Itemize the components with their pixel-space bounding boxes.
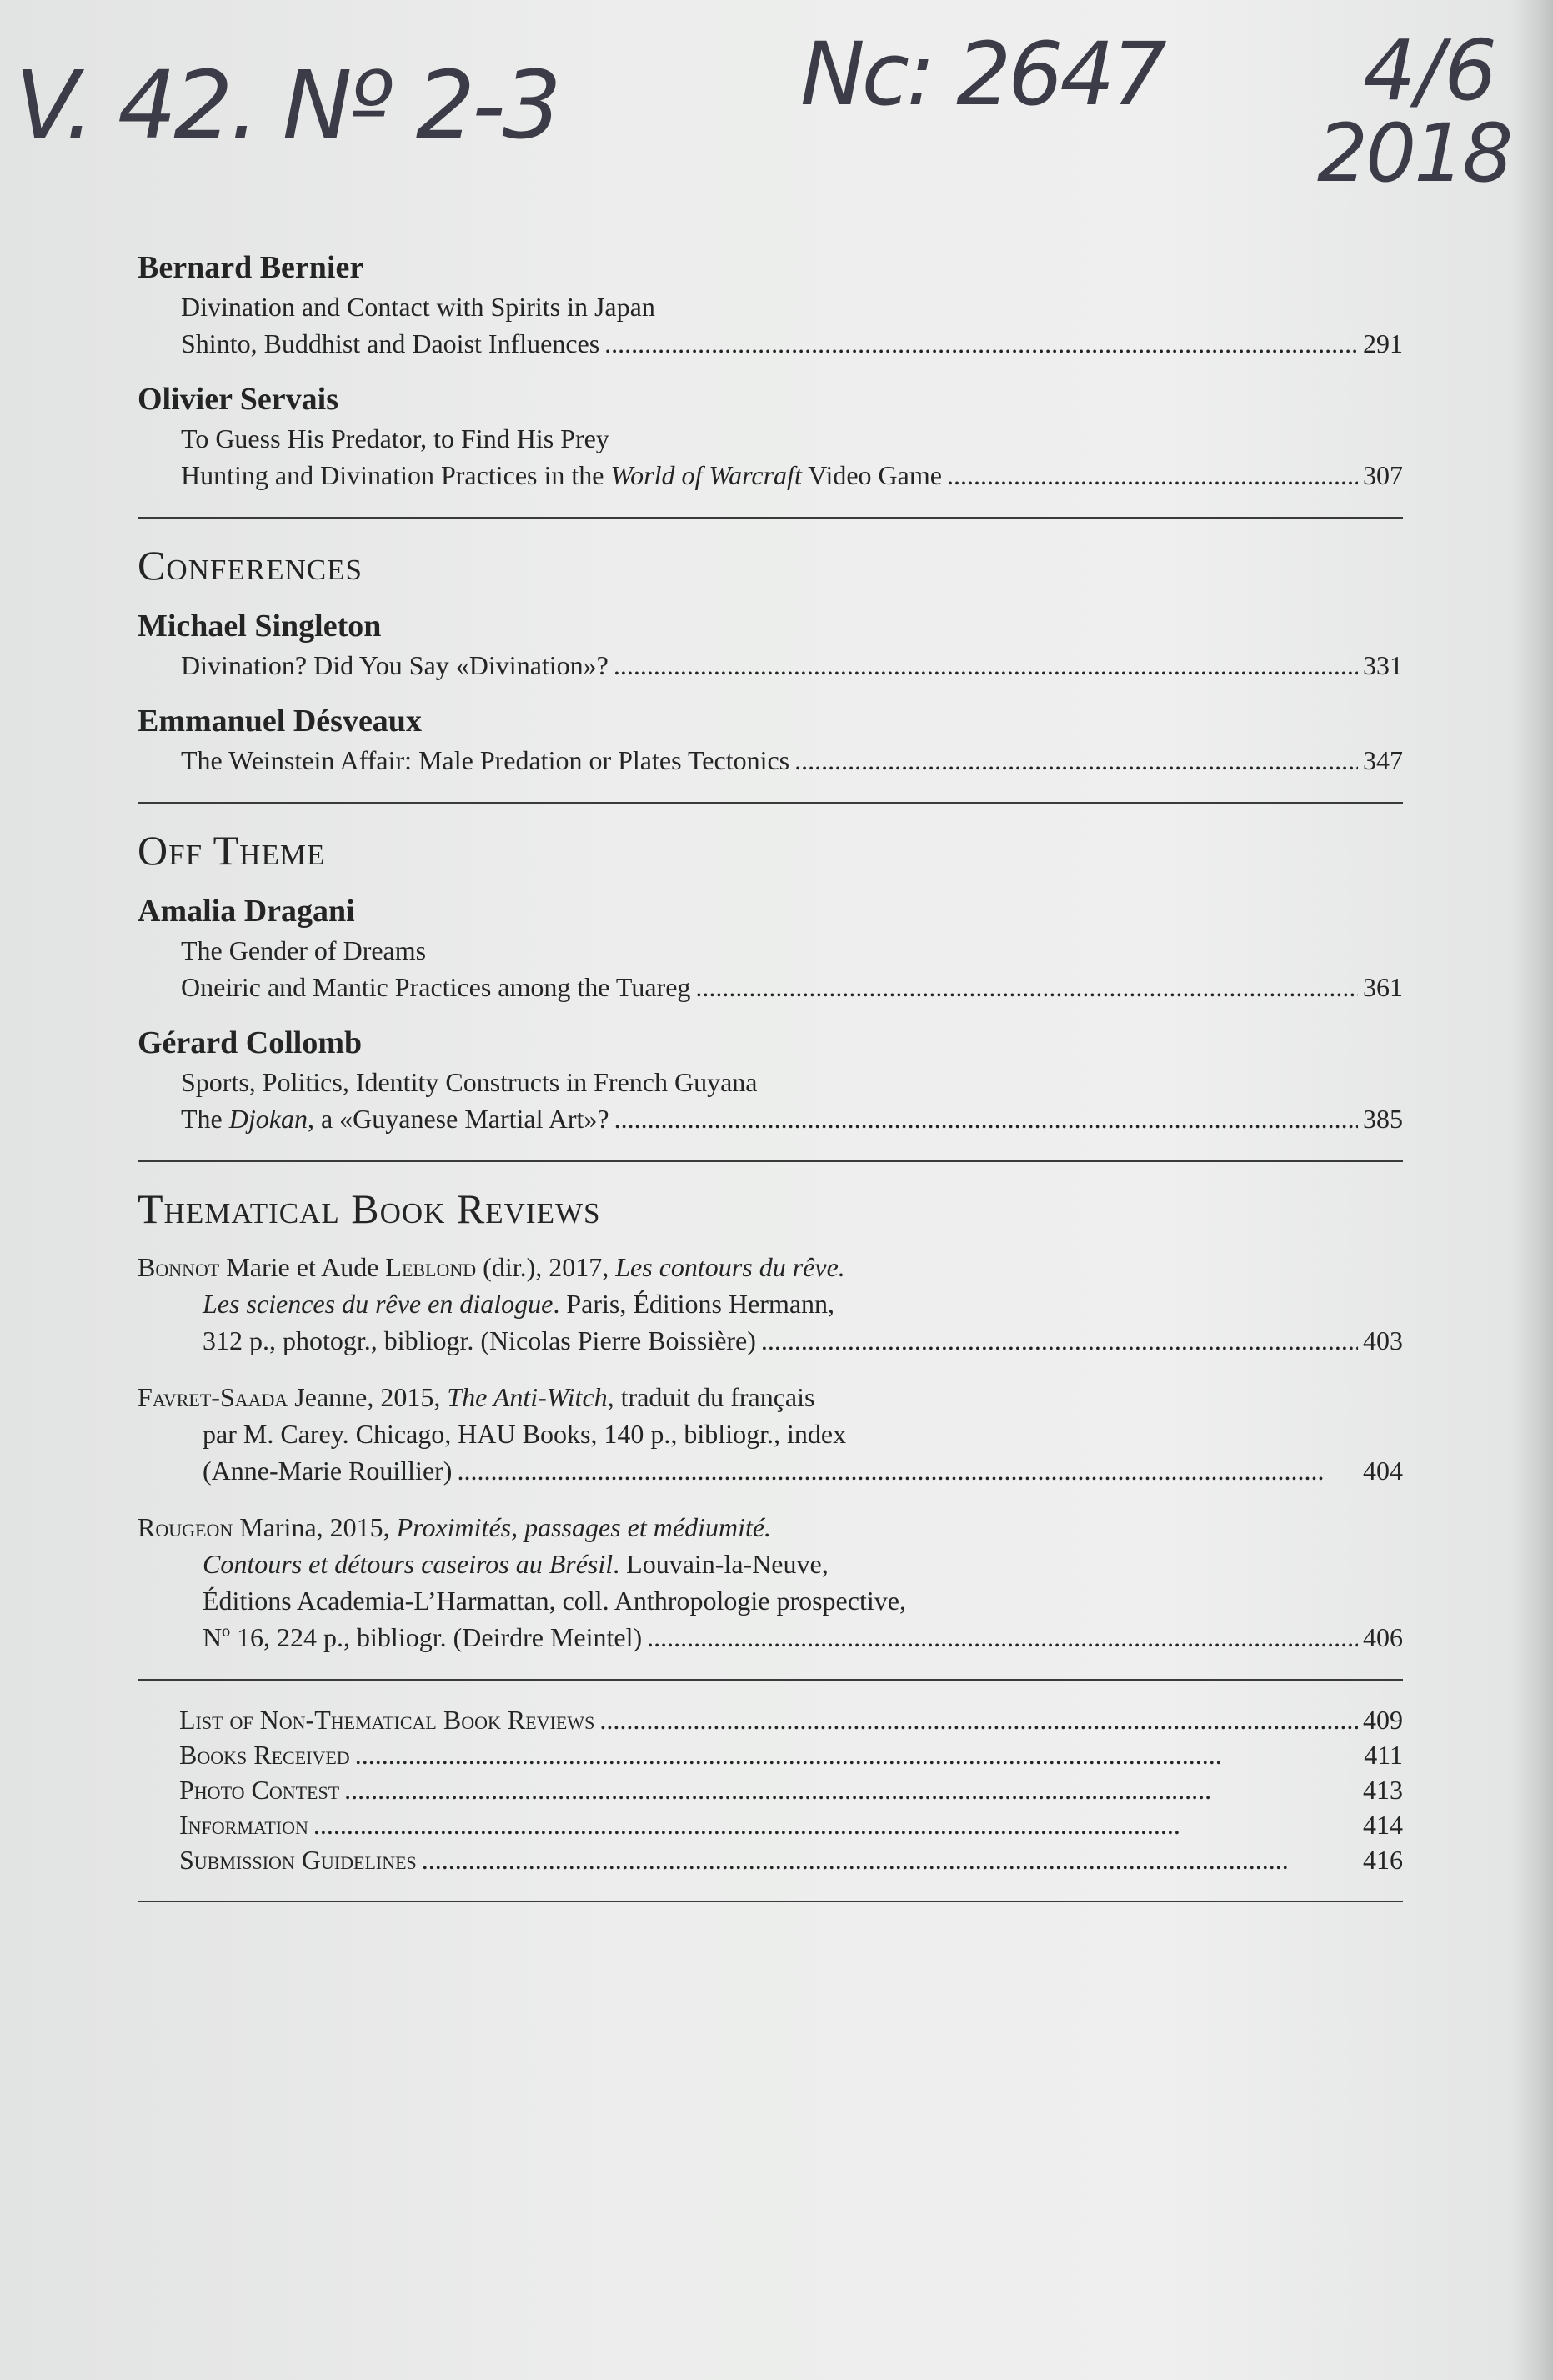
section-heading-conferences: Conferences <box>138 542 363 589</box>
toc-entry <box>138 605 1403 684</box>
book-review-entry <box>138 1379 1403 1489</box>
book-review-entry <box>138 1249 1403 1359</box>
back-matter-item <box>179 1772 1403 1807</box>
review-line: Éditions Academia-L’Harmattan, coll. Anthropologie prospective, <box>203 1586 906 1616</box>
review-text: Nº 16, 224 p., bibliogr. (Deirdre Meintel) <box>203 1622 643 1652</box>
page-number: 416 <box>1363 1845 1403 1875</box>
handwritten-date-day: 4/6 <box>1363 22 1497 119</box>
review-line <box>138 1379 1403 1415</box>
page-number: 414 <box>1363 1810 1403 1840</box>
dot-leader <box>761 1322 1358 1359</box>
section-divider <box>138 1160 1403 1162</box>
review-text: (Anne-Marie Rouillier) <box>203 1456 453 1486</box>
review-line <box>203 1546 1403 1582</box>
subtitle-text: , a «Guyanese Martial Art»? <box>307 1104 609 1134</box>
review-text: . Paris, Éditions Hermann, <box>553 1289 835 1319</box>
dot-leader <box>947 457 1358 494</box>
section-heading-reviews: Thematical Book Reviews <box>138 1185 601 1232</box>
dot-leader <box>313 1807 1358 1842</box>
page-number: 307 <box>1363 460 1403 490</box>
toc-entry <box>138 1022 1403 1137</box>
entry-title: To Guess His Predator, to Find His Prey <box>181 423 609 453</box>
review-text: Marie et Aude <box>219 1252 386 1282</box>
review-line <box>203 1285 1403 1322</box>
review-line: par M. Carey. Chicago, HAU Books, 140 p., bibliogr., index <box>203 1419 847 1449</box>
page-number: 404 <box>1363 1456 1403 1486</box>
entry-title: Divination and Contact with Spirits in Japan <box>181 292 655 322</box>
dot-leader <box>695 969 1358 1005</box>
entry-subtitle <box>181 1100 609 1137</box>
toc-entry <box>138 890 1403 1005</box>
back-matter-item <box>179 1807 1403 1842</box>
subtitle-text: Hunting and Divination Practices in the <box>181 460 611 490</box>
subtitle-text: Video Game <box>801 460 942 490</box>
page-number: 331 <box>1363 650 1403 680</box>
table-of-contents <box>138 247 1403 1924</box>
back-matter-label: Information <box>179 1810 308 1840</box>
subtitle-italic: World of Warcraft <box>610 460 802 490</box>
review-book-title: Proximités, passages et médiumité. <box>396 1512 772 1542</box>
page-number: 361 <box>1363 972 1403 1002</box>
section-divider <box>138 1679 1403 1681</box>
back-matter-label: Books Received <box>179 1740 350 1770</box>
book-review-entry <box>138 1509 1403 1656</box>
entry-title: The Gender of Dreams <box>181 935 427 965</box>
toc-entry <box>138 378 1403 494</box>
page-number: 403 <box>1363 1325 1403 1355</box>
review-line <box>203 1322 1403 1359</box>
toc-entry <box>138 247 1403 362</box>
review-line <box>138 1509 1403 1546</box>
dot-leader <box>344 1772 1358 1807</box>
entry-subtitle-row <box>181 969 1403 1005</box>
entry-title: Divination? Did You Say «Divination»? <box>181 650 609 680</box>
review-author-surname: Bonnot <box>138 1252 220 1282</box>
page-number: 385 <box>1363 1104 1403 1134</box>
entry-title-row <box>181 647 1403 684</box>
dot-leader <box>422 1842 1358 1877</box>
section-divider <box>138 802 1403 804</box>
section-divider <box>138 1901 1403 1902</box>
entry-title-row <box>181 742 1403 779</box>
entry-subtitle-row <box>181 457 1403 494</box>
entry-author: Amalia Dragani <box>138 894 355 929</box>
toc-entry <box>138 700 1403 779</box>
review-text: Marina, 2015, <box>233 1512 397 1542</box>
page-number: 411 <box>1364 1740 1403 1770</box>
page-number: 413 <box>1363 1775 1403 1805</box>
review-text: 312 p., photogr., bibliogr. (Nicolas Pierre Boissière) <box>203 1325 756 1355</box>
entry-subtitle: Oneiric and Mantic Practices among the Tuareg <box>181 972 691 1002</box>
review-author-surname: Leblond <box>385 1252 477 1282</box>
review-book-title: Contours et détours caseiros au Brésil <box>203 1549 614 1579</box>
entry-title: The Weinstein Affair: Male Predation or Plates Tectonics <box>181 745 790 775</box>
review-author-surname: Rougeon <box>138 1512 233 1542</box>
review-line <box>203 1619 1403 1656</box>
entry-author: Olivier Servais <box>138 382 338 417</box>
entry-author: Bernard Bernier <box>138 250 364 285</box>
entry-title: Sports, Politics, Identity Constructs in French Guyana <box>181 1067 758 1097</box>
handwritten-catalog-number: Nc: 2647 <box>800 23 1164 125</box>
review-text: Jeanne, 2015, <box>288 1382 448 1412</box>
review-text: (dir.), 2017, <box>476 1252 616 1282</box>
back-matter-label: Photo Contest <box>179 1775 340 1805</box>
entry-subtitle <box>181 457 942 494</box>
subtitle-italic: Djokan <box>228 1104 308 1134</box>
review-text: . Louvain-la-Neuve, <box>613 1549 829 1579</box>
back-matter-label: List of Non-Thematical Book Reviews <box>179 1705 595 1735</box>
review-line <box>203 1452 1403 1489</box>
handwritten-volume-note: V. 42. Nº 2-3 <box>15 52 559 160</box>
review-text: , traduit du français <box>607 1382 815 1412</box>
section-heading-off-theme: Off Theme <box>138 827 326 874</box>
page-number: 409 <box>1363 1705 1403 1735</box>
dot-leader <box>647 1619 1358 1656</box>
back-matter-item <box>179 1702 1403 1737</box>
page-edge-shadow <box>1515 0 1553 2380</box>
review-book-title: The Anti-Witch <box>447 1382 608 1412</box>
back-matter-list <box>179 1702 1403 1877</box>
dot-leader <box>457 1452 1358 1489</box>
entry-subtitle-row <box>181 1100 1403 1137</box>
dot-leader <box>614 647 1358 684</box>
page-number: 347 <box>1363 745 1403 775</box>
review-book-title: Les sciences du rêve en dialogue <box>203 1289 554 1319</box>
page-number: 406 <box>1363 1622 1403 1652</box>
handwritten-date-year: 2018 <box>1317 107 1511 200</box>
back-matter-item <box>179 1737 1403 1772</box>
dot-leader <box>794 742 1358 779</box>
subtitle-text: The <box>181 1104 229 1134</box>
review-author-surname: Favret-Saada <box>138 1382 288 1412</box>
entry-author: Michael Singleton <box>138 609 382 644</box>
entry-author: Emmanuel Désveaux <box>138 704 422 739</box>
back-matter-label: Submission Guidelines <box>179 1845 417 1875</box>
review-book-title: Les contours du rêve. <box>615 1252 845 1282</box>
dot-leader <box>614 1100 1358 1137</box>
dot-leader <box>599 1702 1358 1737</box>
entry-author: Gérard Collomb <box>138 1025 363 1060</box>
section-divider <box>138 517 1403 519</box>
page-number: 291 <box>1363 328 1403 358</box>
dot-leader <box>604 325 1358 362</box>
entry-subtitle: Shinto, Buddhist and Daoist Influences <box>181 328 600 358</box>
back-matter-item <box>179 1842 1403 1877</box>
entry-subtitle-row <box>181 325 1403 362</box>
review-line <box>138 1249 1403 1285</box>
dot-leader <box>355 1737 1360 1772</box>
